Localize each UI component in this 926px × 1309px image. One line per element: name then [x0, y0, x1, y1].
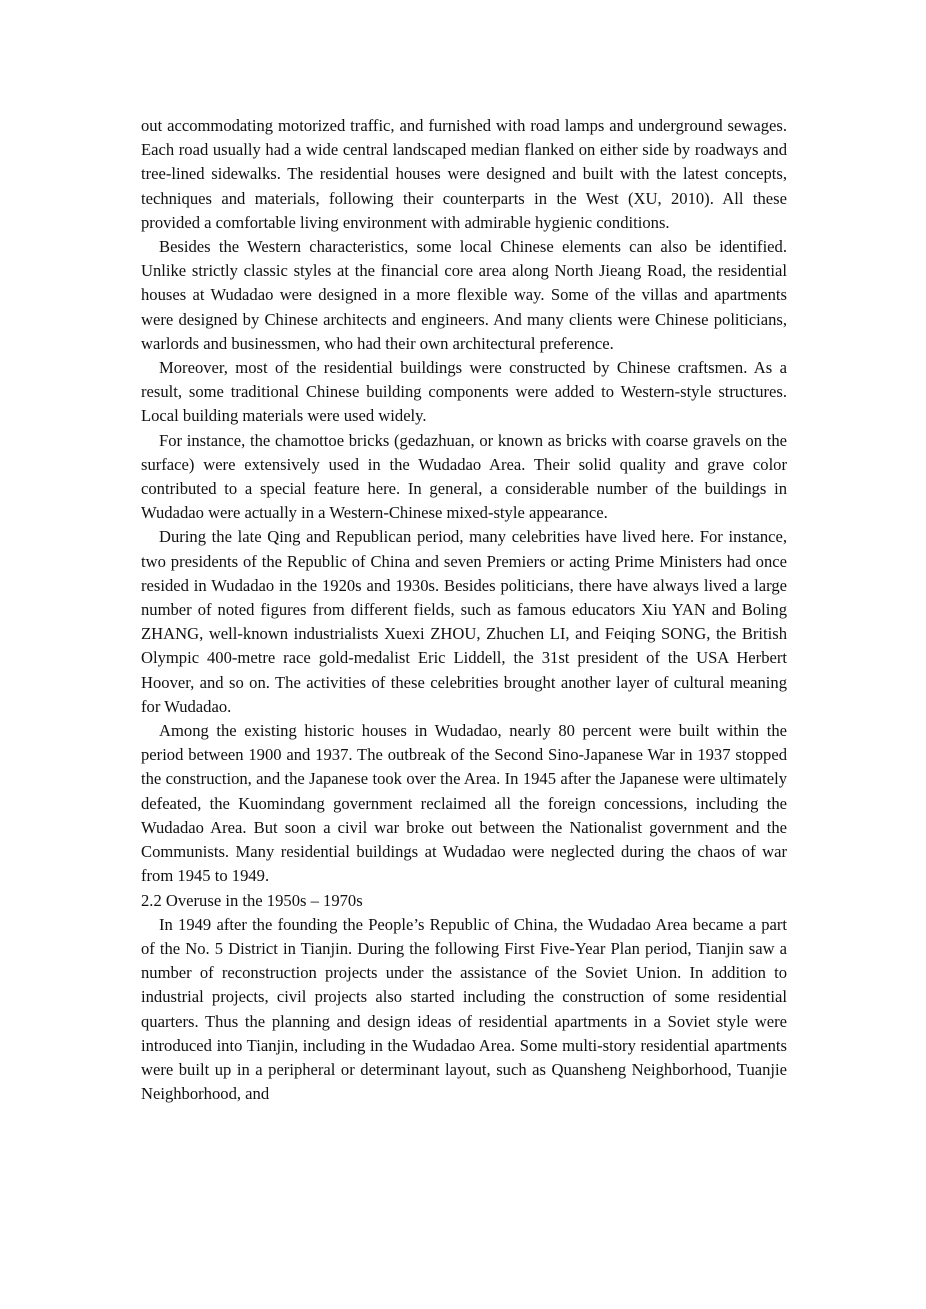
- paragraph-celebrities: During the late Qing and Republican period, many celebrities have lived here. For instance, two presidents of the Republic of China and seven Premiers or acting Prime Ministers had once resided in Wudadao in the 1920s and 1930s. Besides politicians, there have always lived a large number of noted figures from different fields, such as famous educators Xiu YAN and Boling ZHANG, well-known industrialists Xuexi ZHOU, Zhuchen LI, and Feiqing SONG, the British Olympic 400-metre race gold-medalist Eric Liddell, the 31st president of the USA Herbert Hoover, and so on. The activities of these celebrities brought another layer of cultural meaning for Wudadao.: [141, 527, 787, 716]
- paragraph-chamottoe-bricks: For instance, the chamottoe bricks (gedazhuan, or known as bricks with coarse gravels on the surface) were extensively used in the Wudadao Area. Their solid quality and grave color contributed to a special feature here. In general, a considerable number of the buildings in Wudadao were actually in a Western-Chinese mixed-style appearance.: [141, 430, 787, 523]
- paragraph-chinese-craftsmen: Moreover, most of the residential buildings were constructed by Chinese craftsmen. As a result, some traditional Chinese building components were added to Western-style structures. Local building materials were used widely.: [141, 358, 787, 426]
- paragraph-historic-houses: Among the existing historic houses in Wudadao, nearly 80 percent were built within the period between 1900 and 1937. The outbreak of the Second Sino-Japanese War in 1937 stopped the construction, and the Japanese took over the Area. In 1945 after the Japanese were ultimately defeated, the Kuomindang government reclaimed all the foreign concessions, including the Wudadao Area. But soon a civil war broke out between the Nationalist government and the Communists. Many residential buildings at Wudadao were neglected during the chaos of war from 1945 to 1949.: [141, 721, 787, 886]
- page-body: [141, 114, 787, 1106]
- section-heading: 2.2 Overuse in the 1950s – 1970s: [141, 890, 363, 910]
- paragraph-overuse-1950s: In 1949 after the founding the People’s Republic of China, the Wudadao Area became a part of the No. 5 District in Tianjin. During the following First Five-Year Plan period, Tianjin saw a number of reconstruction projects under the assistance of the Soviet Union. In addition to industrial projects, civil projects also started including the construction of some residential quarters. Thus the planning and design ideas of residential apartments in a Soviet style were introduced into Tianjin, including in the Wudadao Area. Some multi-story residential apartments were built up in a peripheral or determinant layout, such as Quansheng Neighborhood, Tuanjie Neighborhood, and: [141, 914, 787, 1104]
- paragraph-local-chinese-elements: Besides the Western characteristics, some local Chinese elements can also be identified. Unlike strictly classic styles at the financial core area along North Jieang Road, the residential houses at Wudadao were designed in a more flexible way. Some of the villas and apartments were designed by Chinese architects and engineers. And many clients were Chinese politicians, warlords and businessmen, who had their own architectural preference.: [141, 237, 787, 353]
- paragraph-road-infrastructure: out accommodating motorized traffic, and furnished with road lamps and underground sewages. Each road usually had a wide central landscaped median flanked on either side by roadways and tree-lined sidewalks. The residential houses were designed and built with the latest concepts, techniques and materials, following their counterparts in the West (XU, 2010). All these provided a comfortable living environment with admirable hygienic conditions.: [141, 116, 787, 232]
